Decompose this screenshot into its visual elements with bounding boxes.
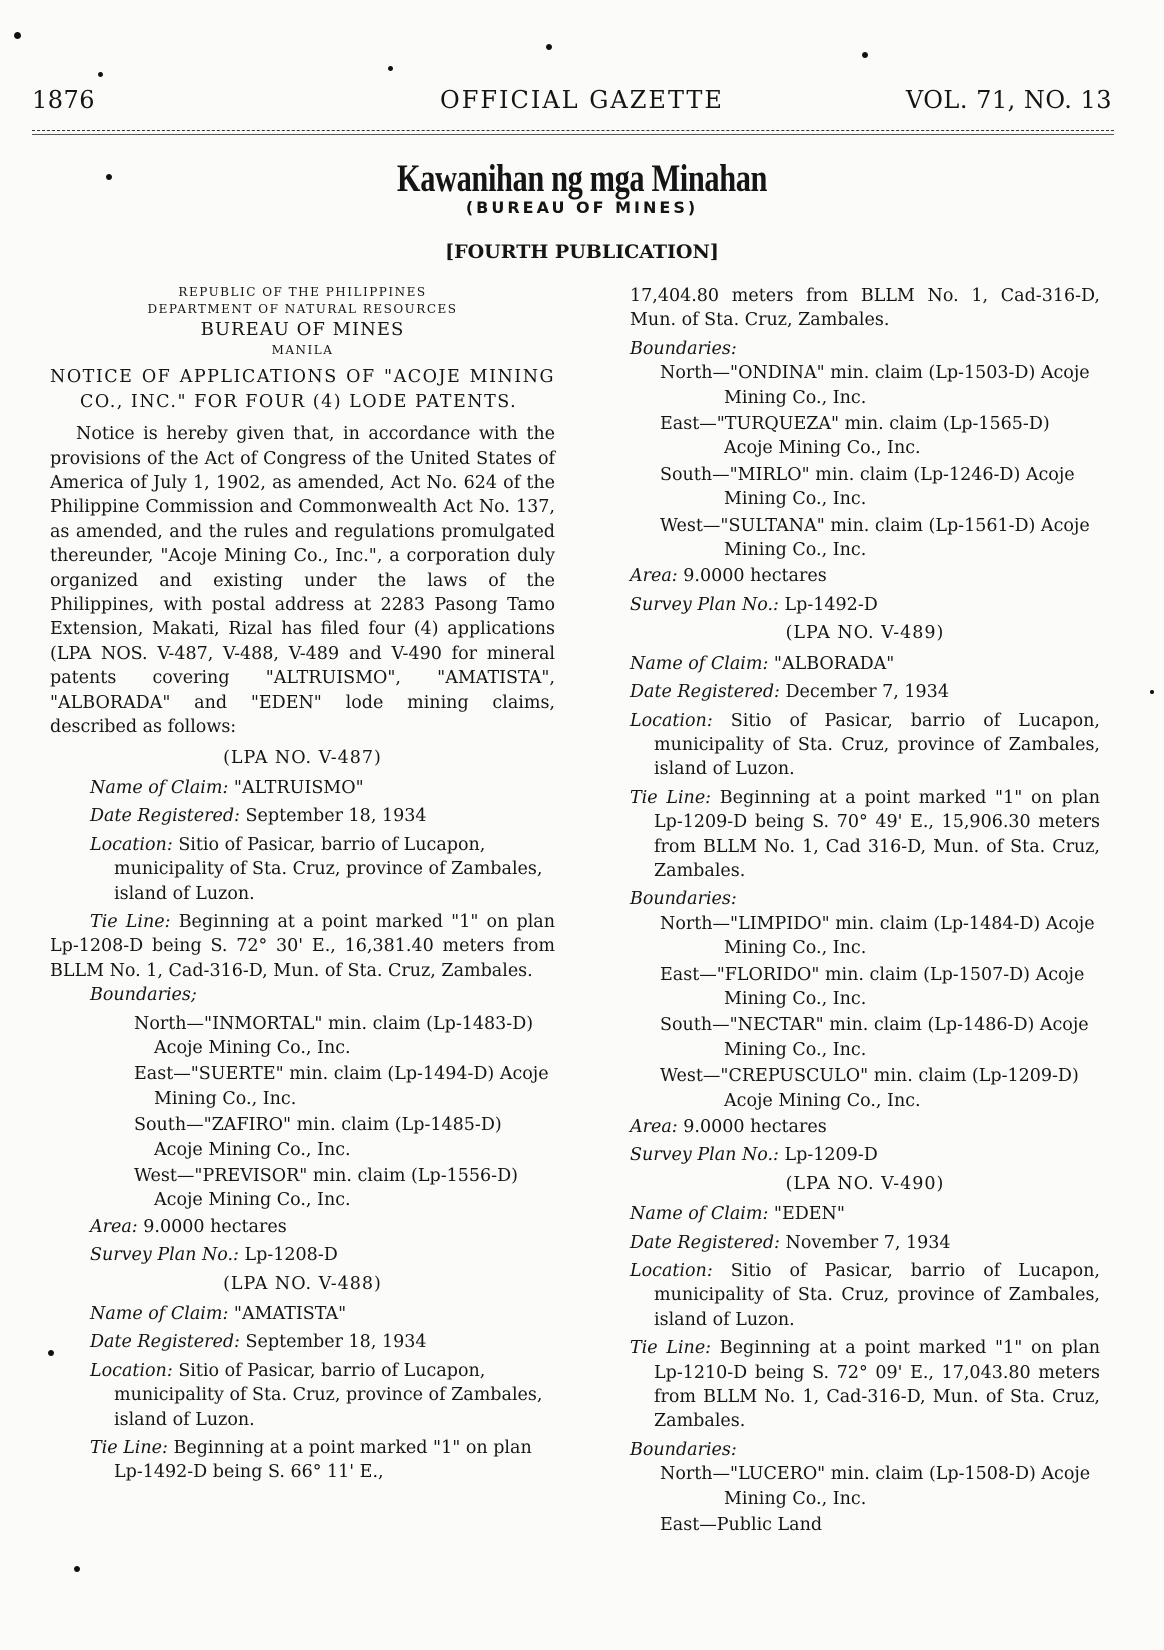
header-rule-solid — [32, 134, 1114, 135]
scan-speck — [48, 1350, 54, 1356]
lpa-490-name: Name of Claim: "EDEN" — [630, 1204, 845, 1225]
header-rule — [32, 130, 1114, 131]
lpa-488-tie-line-cont: 17,404.80 meters from BLLM No. 1, Cad-316-D, Mun. of Sta. Cruz, Zambales. — [630, 286, 1100, 331]
lpa-490-location: Location: Sitio of Pasicar, barrio of Lucapon, municipality of Sta. Cruz, province of Zambales, island of Luzon. — [630, 1261, 1100, 1330]
scan-speck — [1150, 690, 1154, 694]
section-title: Kawanihan ng mga Minahan — [396, 157, 768, 200]
lpa-489-heading: (LPA NO. V-489) — [785, 623, 945, 644]
lpa-488-name: Name of Claim: "AMATISTA" — [90, 1304, 347, 1325]
lpa-490-east: East—Public Land — [660, 1515, 823, 1536]
lpa-489-south: South—"NECTAR" min. claim (Lp-1486-D) Acoje Mining Co., Inc. — [660, 1015, 1089, 1060]
scan-speck — [98, 72, 103, 77]
volume-number: VOL. 71, NO. 13 — [905, 86, 1112, 114]
notice-title: NOTICE OF APPLICATIONS OF "ACOJE MINING CO., INC." FOR FOUR (4) LODE PATENTS. — [50, 367, 555, 412]
section-subtitle: (BUREAU OF MINES) — [465, 198, 699, 217]
scan-speck — [546, 44, 552, 50]
lpa-490-boundaries-label: Boundaries: — [630, 1439, 737, 1460]
lpa-488-south: South—"MIRLO" min. claim (Lp-1246-D) Acoje Mining Co., Inc. — [660, 464, 1075, 510]
lpa-488-heading: (LPA NO. V-488) — [223, 1273, 382, 1294]
lpa-488-tie-line: Tie Line: Beginning at a point marked "1" on plan Lp-1492-D being S. 66° 11' E., — [90, 1438, 532, 1483]
lpa-488-date: Date Registered: September 18, 1934 — [90, 1332, 427, 1353]
lpa-488-area: Area: 9.0000 hectares — [630, 566, 827, 587]
lpa-488-location: Location: Sitio of Pasicar, barrio of Lucapon, municipality of Sta. Cruz, province of Zambales, island of Luzon. — [90, 1360, 543, 1430]
lpa-487-boundaries-label: Boundaries; — [90, 985, 197, 1006]
lpa-489-west: West—"CREPUSCULO" min. claim (Lp-1209-D) Acoje Mining Co., Inc. — [660, 1066, 1079, 1111]
notice-body: Notice is hereby given that, in accordance with the provisions of the Act of Congress of the United States of America of July 1, 1902, as amended, Act No. 624 of the Philippine Commission and Commonwealth Act No. 137, as amended, and the rules and regulations promulgated thereunder, "Acoje Mining Co., Inc.", a corporation duly organized and existing under the laws of the Philippines, with postal address at 2283 Pasong Tamo Extension, Makati, Rizal has filed four (4) applications (LPA NOS. V-487, V-488, V-489 and V-490 for mineral patents covering "ALTRUISMO", "AMATISTA", "ALBORADA" and "EDEN" lode mining claims, described as follows: — [50, 424, 555, 738]
lpa-487-area: Area: 9.0000 hectares — [90, 1216, 287, 1237]
agency-bureau: BUREAU OF MINES — [200, 319, 405, 340]
lpa-489-tie-line: Tie Line: Beginning at a point marked "1" on plan Lp-1209-D being S. 70° 49' E., 15,906.30 meters from BLLM No. 1, Cad 316-D, Mun. of Sta. Cruz, Zambales. — [630, 787, 1100, 881]
lpa-490-heading: (LPA NO. V-490) — [785, 1173, 945, 1194]
lpa-487-south: South—"ZAFIRO" min. claim (Lp-1485-D) Acoje Mining Co., Inc. — [134, 1115, 502, 1160]
lpa-487-tie-line: Tie Line: Beginning at a point marked "1" on plan Lp-1208-D being S. 72° 30' E., 16,381.40 meters from BLLM No. 1, Cad-316-D, Mun. of Sta. Cruz, Zambales. — [50, 911, 555, 981]
lpa-488-survey: Survey Plan No.: Lp-1492-D — [630, 594, 878, 615]
lpa-489-north: North—"LIMPIDO" min. claim (Lp-1484-D) Acoje Mining Co., Inc. — [660, 913, 1095, 959]
lpa-488-west: West—"SULTANA" min. claim (Lp-1561-D) Acoje Mining Co., Inc. — [660, 515, 1090, 561]
lpa-487-heading: (LPA NO. V-487) — [223, 747, 382, 768]
scan-speck — [14, 32, 21, 39]
lpa-487-north: North—"INMORTAL" min. claim (Lp-1483-D) Acoje Mining Co., Inc. — [134, 1013, 534, 1058]
agency-republic: REPUBLIC OF THE PHILIPPINES — [178, 285, 427, 299]
scan-speck — [74, 1566, 80, 1572]
lpa-489-boundaries-label: Boundaries: — [630, 889, 737, 910]
publication-title: OFFICIAL GAZETTE — [440, 86, 724, 114]
lpa-489-area: Area: 9.0000 hectares — [630, 1117, 827, 1137]
lpa-487-date: Date Registered: September 18, 1934 — [90, 806, 427, 827]
lpa-489-east: East—"FLORIDO" min. claim (Lp-1507-D) Acoje Mining Co., Inc. — [660, 964, 1085, 1009]
lpa-490-tie-line: Tie Line: Beginning at a point marked "1" on plan Lp-1210-D being S. 72° 09' E., 17,043.80 meters from BLLM No. 1, Cad-316-D, Mun. of Sta. Cruz, Zambales. — [630, 1338, 1100, 1432]
lpa-488-east: East—"TURQUEZA" min. claim (Lp-1565-D) Acoje Mining Co., Inc. — [660, 414, 1050, 459]
lpa-487-east: East—"SUERTE" min. claim (Lp-1494-D) Acoje Mining Co., Inc. — [134, 1064, 549, 1109]
lpa-487-survey: Survey Plan No.: Lp-1208-D — [90, 1245, 338, 1266]
agency-city: MANILA — [271, 343, 334, 358]
lpa-487-west: West—"PREVISOR" min. claim (Lp-1556-D) Acoje Mining Co., Inc. — [134, 1166, 518, 1211]
agency-department: DEPARTMENT OF NATURAL RESOURCES — [147, 302, 458, 316]
lpa-489-location: Location: Sitio of Pasicar, barrio of Lucapon, municipality of Sta. Cruz, province of Zambales, island of Luzon. — [630, 710, 1100, 780]
lpa-487-name: Name of Claim: "ALTRUISMO" — [90, 777, 364, 798]
lpa-490-date: Date Registered: November 7, 1934 — [630, 1232, 951, 1253]
scan-speck — [388, 66, 393, 71]
lpa-488-boundaries-label: Boundaries: — [630, 338, 737, 359]
page-number: 1876 — [32, 86, 96, 114]
lpa-489-name: Name of Claim: "ALBORADA" — [630, 653, 895, 674]
publication-note: [FOURTH PUBLICATION] — [445, 241, 719, 263]
lpa-489-survey: Survey Plan No.: Lp-1209-D — [630, 1145, 878, 1166]
scan-speck — [862, 52, 868, 58]
lpa-490-north: North—"LUCERO" min. claim (Lp-1508-D) Acoje Mining Co., Inc. — [660, 1464, 1091, 1509]
left-column — [50, 284, 555, 1489]
lpa-489-date: Date Registered: December 7, 1934 — [630, 682, 949, 703]
lpa-488-north: North—"ONDINA" min. claim (Lp-1503-D) Acoje Mining Co., Inc. — [660, 363, 1090, 408]
right-column — [630, 284, 1100, 1540]
scan-speck — [106, 174, 112, 180]
lpa-487-location: Location: Sitio of Pasicar, barrio of Lucapon, municipality of Sta. Cruz, province of Zambales, island of Luzon. — [90, 834, 543, 904]
